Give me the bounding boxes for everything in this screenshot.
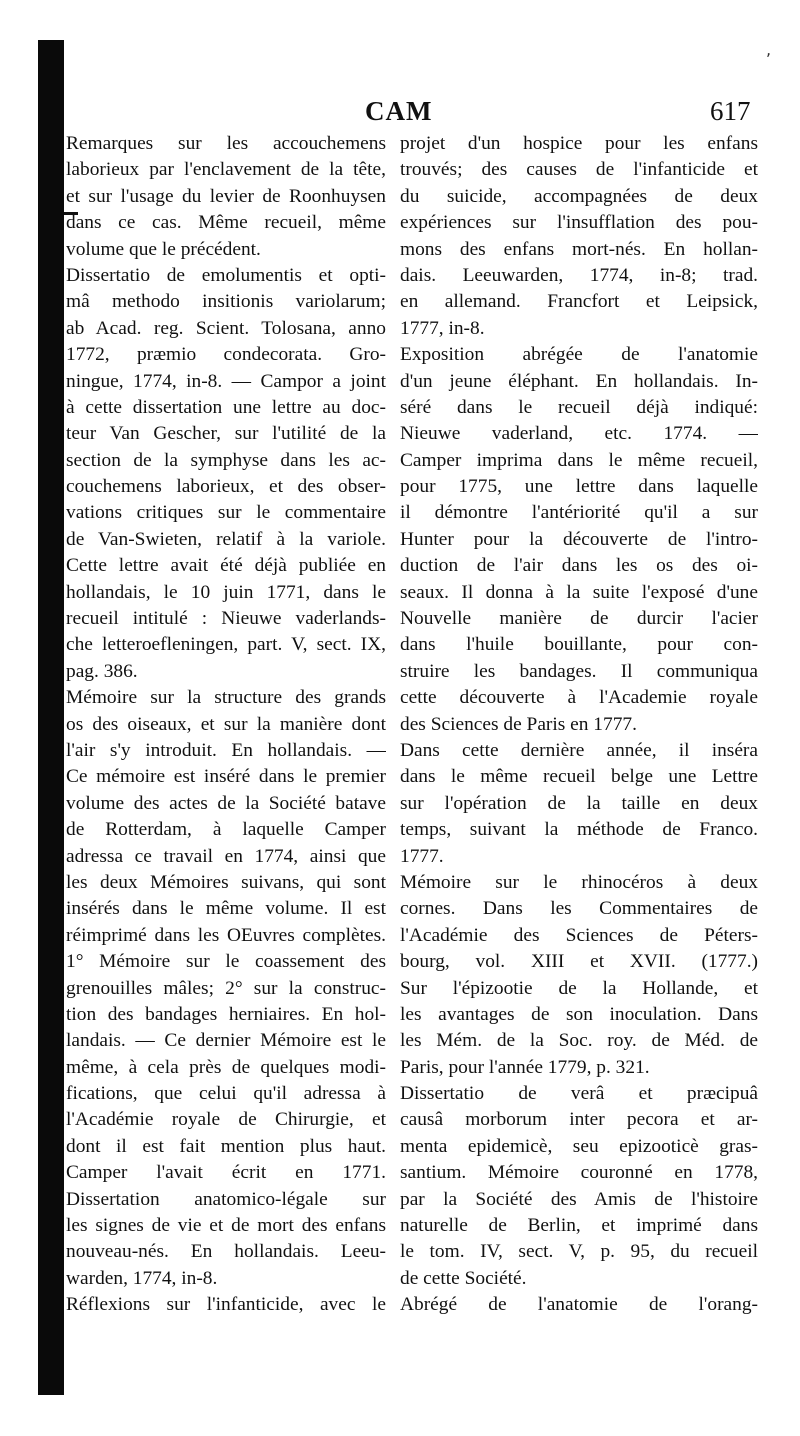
book-spine-shadow bbox=[38, 40, 64, 1395]
text-line: Paris, pour l'année 1779, p. 321. bbox=[400, 1056, 650, 1078]
left-column bbox=[66, 131, 386, 1319]
text-line: warden, 1774, in-8. bbox=[66, 1267, 218, 1289]
text-line: cornes. Dans les Commentaires de bbox=[400, 898, 758, 920]
text-line: santium. Mémoire couronné en 1778, bbox=[400, 1162, 758, 1184]
text-line: dais. Leeuwarden, 1774, in-8; trad. bbox=[400, 264, 758, 286]
text-line: grenouilles mâles; 2° sur la construc- bbox=[66, 977, 386, 999]
text-line: Camper imprima dans le même recueil, bbox=[400, 449, 758, 471]
text-line: menta epidemicè, seu epizooticè gras- bbox=[400, 1135, 758, 1157]
text-line: expériences sur l'insufflation des pou- bbox=[400, 212, 758, 234]
text-line: cette découverte à l'Academie royale bbox=[400, 687, 758, 709]
text-line: Nouvelle manière de durcir l'acier bbox=[400, 608, 758, 630]
text-line: mons des enfans mort-nés. En hollan- bbox=[400, 238, 758, 260]
text-line: Nieuwe vaderland, etc. 1774. — bbox=[400, 423, 758, 445]
text-line: dans le même recueil belge une Lettre bbox=[400, 766, 758, 788]
text-line: de cette Société. bbox=[400, 1267, 527, 1289]
text-line: landais. — Ce dernier Mémoire est le bbox=[66, 1030, 386, 1052]
text-line: l'Académie royale de Chirurgie, et bbox=[66, 1109, 386, 1131]
text-line: dont il est fait mention plus haut. bbox=[66, 1135, 386, 1157]
text-line: seaux. Il donna à la suite l'exposé d'une bbox=[400, 581, 758, 603]
text-line: de Rotterdam, à laquelle Camper bbox=[66, 819, 386, 841]
text-line: os des oiseaux, et sur la manière dont bbox=[66, 713, 386, 735]
text-line: Sur l'épizootie de la Hollande, et bbox=[400, 977, 758, 999]
text-line: trouvés; des causes de l'infanticide et bbox=[400, 159, 758, 181]
text-line: Mémoire sur la structure des grands bbox=[66, 687, 386, 709]
page-number: 617 bbox=[710, 96, 751, 126]
text-line: les avantages de son inoculation. Dans bbox=[400, 1003, 758, 1025]
text-line: Dissertatio de verâ et præcipuâ bbox=[400, 1083, 758, 1105]
text-line: d'un jeune éléphant. En hollandais. In- bbox=[400, 370, 758, 392]
text-line: des Sciences de Paris en 1777. bbox=[400, 713, 637, 735]
text-line: Mémoire sur le rhinocéros à deux bbox=[400, 871, 758, 893]
text-line: hollandais, le 10 juin 1771, dans le bbox=[66, 581, 386, 603]
text-line: temps, suivant la méthode de Franco. bbox=[400, 819, 758, 841]
text-line: par la Société des Amis de l'histoire bbox=[400, 1188, 758, 1210]
text-line: pour 1775, une lettre dans laquelle bbox=[400, 476, 758, 498]
text-line: même, à cela près de quelques modi- bbox=[66, 1056, 386, 1078]
text-line: teur Van Gescher, sur l'utilité de la bbox=[66, 423, 386, 445]
text-line: section de la symphyse dans les ac- bbox=[66, 449, 386, 471]
text-line: couchemens laborieux, et des obser- bbox=[66, 476, 386, 498]
text-line: les deux Mémoires suivans, qui sont bbox=[66, 871, 386, 893]
text-line: du suicide, accompagnées de deux bbox=[400, 185, 758, 207]
text-line: vations critiques sur le commentaire bbox=[66, 502, 386, 524]
corner-mark: , bbox=[766, 40, 772, 59]
text-line: l'air s'y introduit. En hollandais. — bbox=[66, 739, 386, 761]
text-line: et sur l'usage du levier de Roonhuysen bbox=[66, 185, 386, 207]
text-line: bourg, vol. XIII et XVII. (1777.) bbox=[400, 951, 758, 973]
text-line: séré dans le recueil déjà indiqué: bbox=[400, 396, 758, 418]
text-line: nouveau-nés. En hollandais. Leeu- bbox=[66, 1241, 386, 1263]
text-line: dans l'huile bouillante, pour con- bbox=[400, 634, 758, 656]
text-line: le tom. IV, sect. V, p. 95, du recueil bbox=[400, 1241, 758, 1263]
text-line: en allemand. Francfort et Leipsick, bbox=[400, 291, 758, 313]
text-line: fications, que celui qu'il adressa à bbox=[66, 1083, 386, 1105]
text-line: il démontre l'antériorité qu'il a sur bbox=[400, 502, 758, 524]
text-line: Hunter pour la découverte de l'intro- bbox=[400, 528, 758, 550]
text-line: struire les bandages. Il communiqua bbox=[400, 660, 758, 682]
text-line: insérés dans le même volume. Il est bbox=[66, 898, 386, 920]
text-line: recueil intitulé : Nieuwe vaderlands- bbox=[66, 608, 386, 630]
text-line: ab Acad. reg. Scient. Tolosana, anno bbox=[66, 317, 386, 339]
text-line: Dissertatio de emolumentis et opti- bbox=[66, 264, 386, 286]
text-line: sur l'opération de la taille en deux bbox=[400, 792, 758, 814]
text-line: de Van-Swieten, relatif à la variole. bbox=[66, 528, 386, 550]
text-line: 1777, in-8. bbox=[400, 317, 485, 339]
text-line: adressa ce travail en 1774, ainsi que bbox=[66, 845, 386, 867]
text-line: les signes de vie et de mort des enfans bbox=[66, 1215, 386, 1237]
text-line: l'Académie des Sciences de Péters- bbox=[400, 924, 758, 946]
running-title: CAM bbox=[365, 96, 433, 126]
text-line: mâ methodo insitionis variolarum; bbox=[66, 291, 386, 313]
right-column bbox=[400, 131, 758, 1319]
text-line: volume que le précédent. bbox=[66, 238, 261, 260]
text-line: causâ morborum inter pecora et ar- bbox=[400, 1109, 758, 1131]
text-line: pag. 386. bbox=[66, 660, 138, 682]
text-line: laborieux par l'enclavement de la tête, bbox=[66, 159, 386, 181]
text-line: Remarques sur les accouchemens bbox=[66, 133, 386, 154]
text-line: les Mém. de la Soc. roy. de Méd. de bbox=[400, 1030, 758, 1052]
text-line: volume des actes de la Société batave bbox=[66, 792, 386, 814]
text-line: 1777. bbox=[400, 845, 444, 867]
text-line: dans ce cas. Même recueil, même bbox=[66, 212, 386, 234]
text-line: 1772, præmio condecorata. Gro- bbox=[66, 344, 386, 366]
text-line: 1° Mémoire sur le coassement des bbox=[66, 951, 386, 973]
text-line: réimprimé dans les OEuvres complètes. bbox=[66, 924, 386, 946]
text-line: Cette lettre avait été déjà publiée en bbox=[66, 555, 386, 577]
text-line: Dans cette dernière année, il inséra bbox=[400, 739, 758, 761]
text-line: ningue, 1774, in-8. — Campor a joint bbox=[66, 370, 386, 392]
text-line: tion des bandages herniaires. En hol- bbox=[66, 1003, 386, 1025]
text-line: projet d'un hospice pour les enfans bbox=[400, 133, 758, 154]
text-line: Ce mémoire est inséré dans le premier bbox=[66, 766, 386, 788]
text-line: Camper l'avait écrit en 1771. bbox=[66, 1162, 386, 1184]
text-line: Réflexions sur l'infanticide, avec le bbox=[66, 1294, 386, 1316]
text-line: naturelle de Berlin, et imprimé dans bbox=[400, 1215, 758, 1237]
text-line: Abrégé de l'anatomie de l'orang- bbox=[400, 1294, 758, 1316]
text-line: che letteroefleningen, part. V, sect. IX, bbox=[66, 634, 386, 656]
text-line: Exposition abrégée de l'anatomie bbox=[400, 344, 758, 366]
text-line: Dissertation anatomico-légale sur bbox=[66, 1188, 386, 1210]
text-line: duction de l'air dans les os des oi- bbox=[400, 555, 758, 577]
text-line: à cette dissertation une lettre au doc- bbox=[66, 396, 386, 418]
